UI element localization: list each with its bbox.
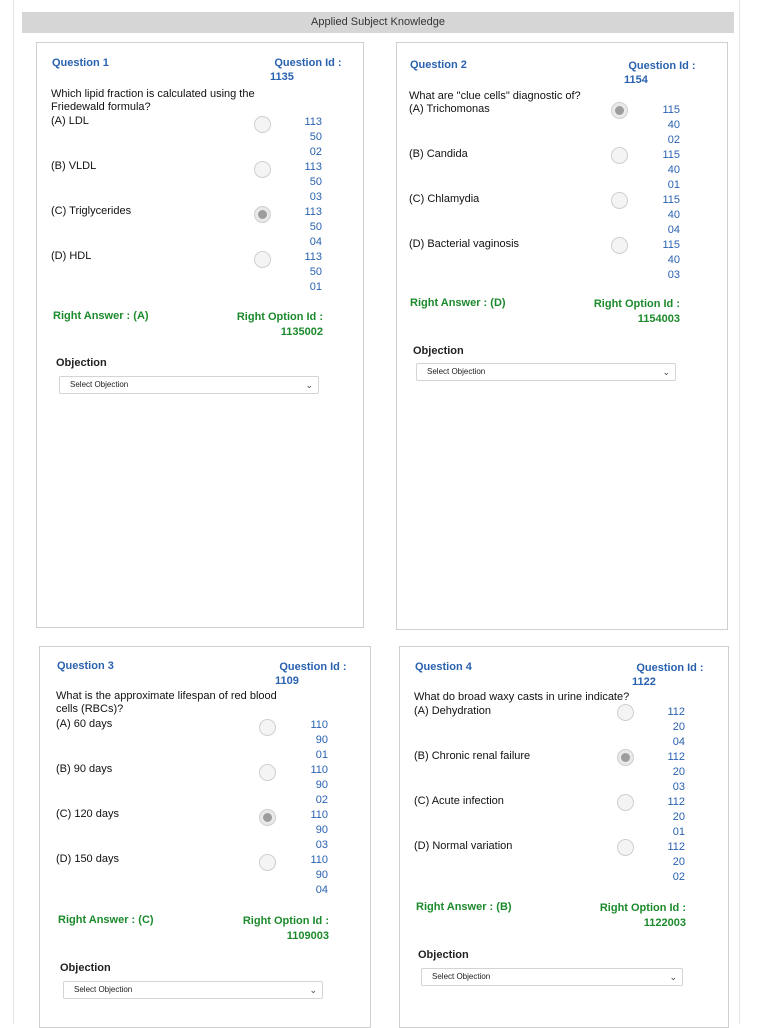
option-radio[interactable] (617, 704, 634, 721)
option-id-part: 90 (315, 869, 328, 881)
question-id-value: 1122 (632, 676, 656, 688)
option-id-part: 90 (315, 734, 328, 746)
option-id-part: 115 (662, 149, 680, 161)
question-id-label: Question Id : (279, 661, 347, 673)
option-id (650, 103, 680, 148)
question-text (51, 88, 321, 114)
right-answer (416, 901, 512, 913)
option-id-part: 20 (672, 721, 685, 733)
question-number: Question 1 (52, 57, 109, 69)
option-id (650, 148, 680, 193)
option-id-part: 110 (310, 854, 328, 866)
right-page-edge (739, 0, 740, 1024)
option-id-part: 01 (315, 749, 328, 761)
right-option-id-value: 1135002 (280, 326, 323, 338)
question-text-line: What is the approximate lifespan of red blood (56, 690, 277, 702)
option-id-part: 03 (309, 191, 322, 203)
option-id-part: 115 (662, 194, 680, 206)
objection-label: Objection (413, 345, 464, 357)
right-option-id-value: 1109003 (286, 930, 329, 942)
option-label: (B) 90 days (56, 763, 113, 775)
option-radio[interactable] (611, 192, 628, 209)
question-text (56, 690, 326, 716)
option-id-part: 113 (304, 206, 322, 218)
objection-select[interactable] (416, 363, 676, 381)
question-id-value: 1109 (275, 675, 299, 687)
option-id-part: 03 (672, 781, 685, 793)
option-id-part: 01 (672, 826, 685, 838)
option-label: (C) 120 days (56, 808, 119, 820)
option-radio[interactable] (617, 749, 634, 766)
option-id-part: 113 (304, 161, 322, 173)
right-option-id (213, 310, 323, 340)
right-answer-label: Right Answer : (416, 901, 494, 913)
question-id-label: Question Id : (628, 60, 696, 72)
option-label: (C) Acute infection (414, 795, 504, 807)
option-label: (D) Normal variation (414, 840, 513, 852)
option-id-part: 40 (667, 164, 680, 176)
right-option-id (570, 297, 680, 327)
question-id (265, 660, 361, 688)
right-answer (53, 310, 149, 322)
option-label: (B) Candida (409, 148, 468, 160)
option-radio[interactable] (254, 206, 271, 223)
question-text (414, 691, 684, 704)
question-text-line: cells (RBCs)? (56, 703, 124, 715)
option-id-part: 40 (667, 254, 680, 266)
section-header (22, 12, 734, 33)
option-label: (A) Dehydration (414, 705, 492, 717)
option-id-part: 04 (672, 736, 685, 748)
objection-select[interactable] (421, 968, 683, 986)
question-id (260, 56, 356, 84)
option-id-part: 40 (667, 209, 680, 221)
option-id-part: 20 (672, 766, 685, 778)
option-radio[interactable] (254, 251, 271, 268)
objection-label: Objection (56, 357, 107, 369)
option-label: (A) LDL (51, 115, 89, 127)
option-id (292, 115, 322, 160)
option-id-part: 113 (304, 251, 322, 263)
option-id (298, 763, 328, 808)
objection-label: Objection (418, 949, 469, 961)
option-id-part: 112 (667, 706, 685, 718)
option-radio[interactable] (611, 147, 628, 164)
right-option-id-label: Right Option Id : (599, 902, 686, 914)
option-label: (D) Bacterial vaginosis (409, 238, 520, 250)
option-id (650, 238, 680, 283)
question-id-label: Question Id : (274, 57, 342, 69)
right-answer-value: (D) (490, 297, 506, 309)
option-id-part: 02 (672, 871, 685, 883)
option-label: (D) HDL (51, 250, 92, 262)
option-id (655, 705, 685, 750)
option-id (292, 160, 322, 205)
option-id-part: 115 (662, 239, 680, 251)
objection-select-value: Select Objection (74, 985, 133, 994)
option-id-part: 112 (667, 796, 685, 808)
question-id (614, 59, 710, 87)
option-radio[interactable] (259, 854, 276, 871)
option-id-part: 40 (667, 119, 680, 131)
option-radio[interactable] (259, 719, 276, 736)
option-id-part: 110 (310, 719, 328, 731)
option-id-part: 02 (309, 146, 322, 158)
question-text-line: Which lipid fraction is calculated using the (51, 88, 255, 100)
option-id (292, 205, 322, 250)
option-id (298, 718, 328, 763)
right-option-id-label: Right Option Id : (242, 915, 329, 927)
option-id-part: 50 (309, 176, 322, 188)
option-id-part: 01 (667, 179, 680, 191)
option-id-part: 90 (315, 824, 328, 836)
right-option-id-label: Right Option Id : (593, 298, 680, 310)
option-id-part: 110 (310, 764, 328, 776)
option-id-part: 50 (309, 131, 322, 143)
option-label: (B) VLDL (51, 160, 97, 172)
question-text-line: What do broad waxy casts in urine indicate? (414, 691, 630, 703)
chevron-down-icon: ⌄ (305, 380, 313, 390)
chevron-down-icon: ⌄ (669, 972, 677, 982)
option-id-part: 02 (667, 134, 680, 146)
question-id-value: 1135 (270, 71, 294, 83)
objection-select[interactable] (59, 376, 319, 394)
chevron-down-icon: ⌄ (662, 367, 670, 377)
option-label: (C) Triglycerides (51, 205, 132, 217)
right-option-id (219, 914, 329, 944)
option-id (292, 250, 322, 295)
option-id-part: 20 (672, 811, 685, 823)
objection-select-value: Select Objection (427, 367, 486, 376)
option-id-part: 03 (667, 269, 680, 281)
option-radio[interactable] (611, 237, 628, 254)
option-label: (B) Chronic renal failure (414, 750, 531, 762)
option-label: (C) Chlamydia (409, 193, 480, 205)
option-id (298, 853, 328, 898)
right-option-id (576, 901, 686, 931)
question-text-line: Friedewald formula? (51, 101, 151, 113)
objection-select-value: Select Objection (432, 972, 491, 981)
chevron-down-icon: ⌄ (309, 985, 317, 995)
option-radio[interactable] (254, 161, 271, 178)
option-id (650, 193, 680, 238)
right-answer-value: (C) (138, 914, 154, 926)
right-answer-label: Right Answer : (58, 914, 136, 926)
option-radio[interactable] (254, 116, 271, 133)
question-id-label: Question Id : (636, 662, 704, 674)
option-id (655, 840, 685, 885)
objection-select[interactable] (63, 981, 323, 999)
option-label: (D) 150 days (56, 853, 119, 865)
right-answer-label: Right Answer : (53, 310, 131, 322)
option-radio[interactable] (259, 809, 276, 826)
left-page-edge (13, 0, 14, 1024)
objection-label: Objection (60, 962, 111, 974)
section-title: Applied Subject Knowledge (311, 16, 445, 28)
option-id (298, 808, 328, 853)
right-answer (58, 914, 154, 926)
option-id (655, 795, 685, 840)
question-text (409, 90, 679, 103)
option-id-part: 50 (309, 221, 322, 233)
option-label: (A) Trichomonas (409, 103, 490, 115)
option-id-part: 02 (315, 794, 328, 806)
question-number: Question 4 (415, 661, 472, 673)
option-id-part: 04 (667, 224, 680, 236)
option-id-part: 03 (315, 839, 328, 851)
option-id-part: 04 (315, 884, 328, 896)
option-id-part: 01 (309, 281, 322, 293)
question-number: Question 3 (57, 660, 114, 672)
option-id-part: 112 (667, 751, 685, 763)
option-id-part: 50 (309, 266, 322, 278)
option-radio[interactable] (611, 102, 628, 119)
option-radio[interactable] (259, 764, 276, 781)
option-id-part: 115 (662, 104, 680, 116)
question-number: Question 2 (410, 59, 467, 71)
question-id-value: 1154 (624, 74, 648, 86)
right-option-id-value: 1122003 (643, 917, 686, 929)
option-label: (A) 60 days (56, 718, 113, 730)
question-text-line: What are "clue cells" diagnostic of? (409, 90, 581, 102)
option-radio[interactable] (617, 839, 634, 856)
option-id-part: 110 (310, 809, 328, 821)
option-id-part: 04 (309, 236, 322, 248)
right-option-id-value: 1154003 (637, 313, 680, 325)
right-answer (410, 297, 506, 309)
option-id-part: 112 (667, 841, 685, 853)
question-id (622, 661, 718, 689)
option-radio[interactable] (617, 794, 634, 811)
objection-select-value: Select Objection (70, 380, 129, 389)
option-id-part: 113 (304, 116, 322, 128)
option-id-part: 90 (315, 779, 328, 791)
option-id-part: 20 (672, 856, 685, 868)
right-option-id-label: Right Option Id : (236, 311, 323, 323)
right-answer-value: (A) (133, 310, 149, 322)
right-answer-label: Right Answer : (410, 297, 488, 309)
option-id (655, 750, 685, 795)
right-answer-value: (B) (496, 901, 512, 913)
